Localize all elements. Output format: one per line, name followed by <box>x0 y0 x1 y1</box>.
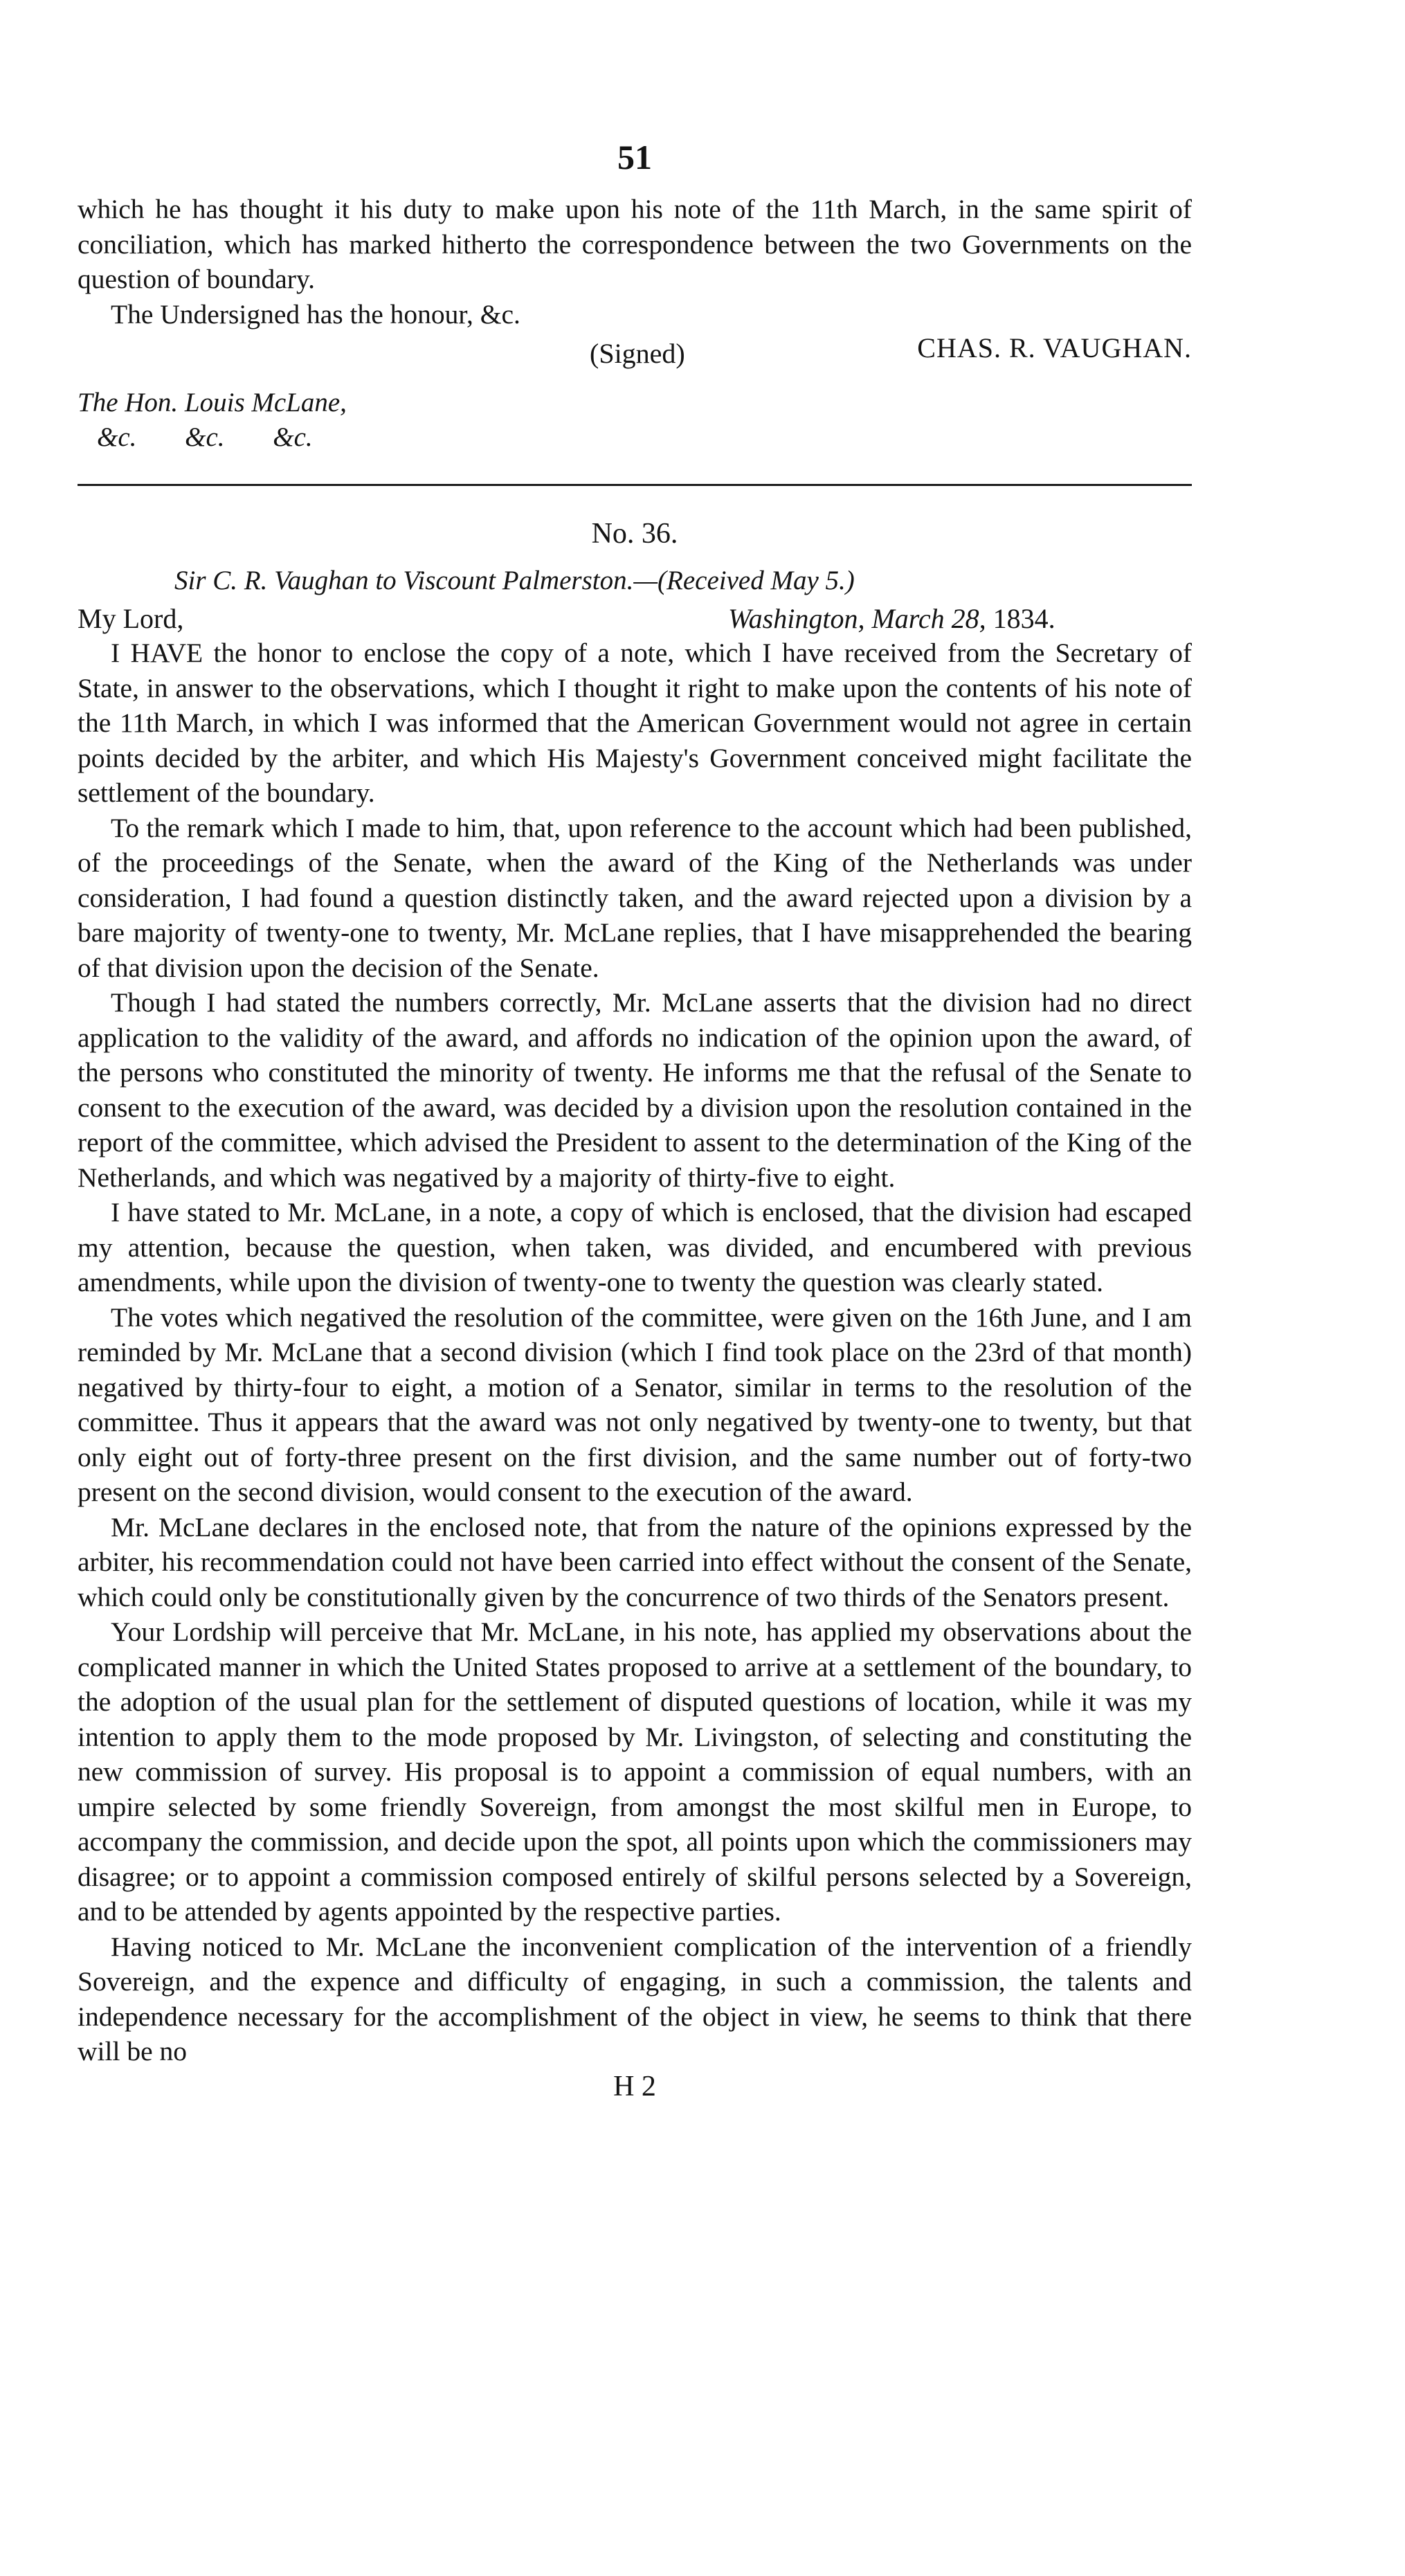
dateline <box>728 602 1055 636</box>
body-paragraph: Having noticed to Mr. McLane the inconvenient complication of the intervention of a friendly Sovereign, and the expence and difficulty of engaging, in such a commission, the talents and independence necessary for the accomplishment of the object in view, he seems to think that there will be no <box>78 1931 1192 2067</box>
dateline-year: 1834. <box>992 603 1055 635</box>
section-divider <box>78 484 1192 486</box>
salutation: My Lord, <box>78 603 184 635</box>
body-paragraph: Your Lordship will perceive that Mr. McLane, in his note, has applied my observations about the complicated manner in which the United States proposed to arrive at a settlement of the boundary, to the adoption of the usual plan for the settlement of disputed questions of location, while it was my intention to apply them to the mode proposed by Mr. Livingston, of selecting and constituting the new commission of survey. His proposal is to appoint a commission of equal numbers, with an umpire selected by some friendly Sovereign, from amongst the most skilful men in Europe, to accompany the commission, and decide upon the spot, all points upon which the commissioners may disagree; or to appoint a commission composed entirely of skilful persons selected by a Sovereign, and to be attended by agents appointed by the respective parties. <box>78 1616 1192 1927</box>
document-number: No. 36. <box>591 518 678 550</box>
signature-block <box>78 332 1192 369</box>
heading-sender: Sir C. R. Vaughan to Viscount Palmerston. <box>174 566 634 596</box>
body-paragraph: I have stated to Mr. McLane, in a note, a copy of which is enclosed, that the division had escaped my attention, because the question, when taken, was divided, and encumbered with previous amendments, while upon the division of twenty-one to twenty the question was clearly stated. <box>78 1197 1192 1298</box>
body-paragraph: Mr. McLane declares in the enclosed note, that from the nature of the opinions expressed by the arbiter, his recommendation could not have been carried into effect without the consent of the Senate, which could only be constitutionally given by the concurrence of two thirds of the Senators present. <box>78 1511 1192 1612</box>
addressee: The Hon. Louis McLane, <box>78 388 347 417</box>
signer-name: CHAS. R. VAUGHAN. <box>917 332 1192 363</box>
salutation-line <box>78 602 1192 636</box>
document-page <box>78 138 1192 2104</box>
dateline-place: Washington, March 28, <box>728 603 986 635</box>
body-paragraph: Though I had stated the numbers correctly, Mr. McLane asserts that the division had no direct application to the validity of the award, and affords no indication of the opinion upon the award, of the persons who constituted the minority of twenty. He informs me that the refusal of the Senate to consent to the execution of the award, was decided by a division upon the resolution contained in the report of the committee, which advised the President to assent to the determination of the King of the Netherlands, and which was negatived by a majority of thirty-five to eight. <box>78 987 1192 1193</box>
printer-signature-mark: H 2 <box>613 2070 656 2102</box>
addressee-etc: &c. &c. &c. <box>97 422 313 452</box>
body-paragraph: The votes which negatived the resolution of the committee, were given on the 16th June, and I am reminded by Mr. McLane that a second division (which I find took place on the 23rd of that month) negatived by thirty-four to eight, a motion of a Senator, similar in terms to the resolution of the committee. Thus it appears that the award was not only negatived by twenty-one to twenty, but that only eight out of forty-three present on the first division, and the same number out of forty-two present on the second division, would consent to the execution of the award. <box>78 1301 1192 1508</box>
page-number: 51 <box>617 138 652 177</box>
signed-label: (Signed) <box>590 338 685 369</box>
body-paragraph: I HAVE the honor to enclose the copy of a note, which I have received from the Secretary of State, in answer to the observations, which I thought it right to make upon the contents of his note of the 11th March, in which I was informed that the American Government would not agree in certain points decided by the arbiter, and which His Majesty's Government conceived might facilitate the settlement of the boundary. <box>78 638 1192 809</box>
letter-heading <box>78 564 1192 598</box>
body-paragraph: To the remark which I made to him, that, upon reference to the account which had been published, of the proceedings of the Senate, when the award of the King of the Netherlands was under consideration, I had found a question distinctly taken, and the award rejected upon a division by a bare majority of twenty-one to twenty, Mr. McLane replies, that I have misapprehended the bearing of that division upon the decision of the Senate. <box>78 812 1192 983</box>
closing-line: The Undersigned has the honour, &c. <box>111 298 520 330</box>
heading-received: —(Received May 5.) <box>633 566 855 596</box>
continuation-paragraph: which he has thought it his duty to make upon his note of the 11th March, in the same spirit of conciliation, which has marked hitherto the correspondence between the two Governments on the question of boundary. <box>78 194 1192 294</box>
